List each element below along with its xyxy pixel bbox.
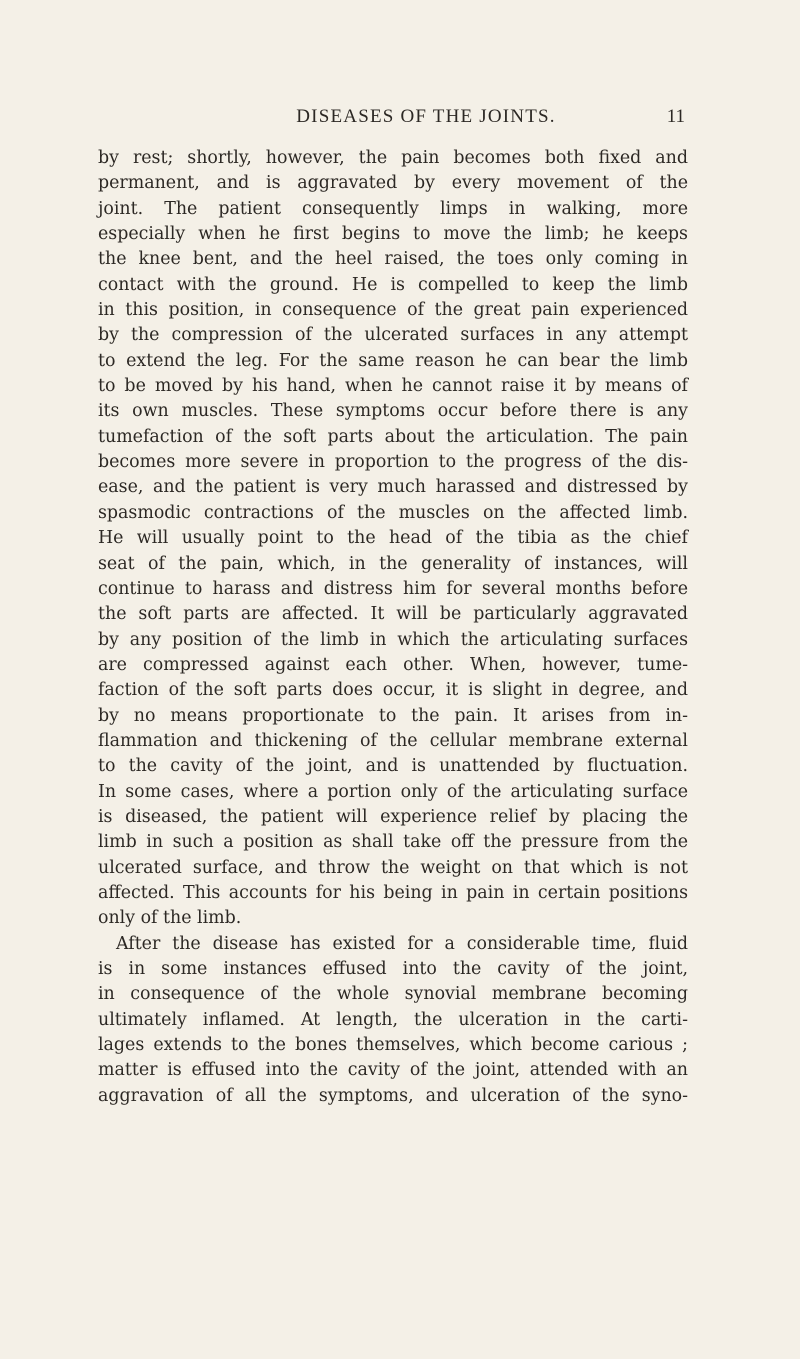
text-line: is diseased, the patient will experience relief by placing the <box>98 806 688 827</box>
text-line: by any position of the limb in which the articulating surfaces <box>98 629 688 650</box>
text-line: by no means proportionate to the pain. It arises from in- <box>98 705 688 726</box>
text-line: in this position, in consequence of the great pain experienced <box>98 300 688 321</box>
text-line: ulcerated surface, and throw the weight on that which is not <box>98 857 688 878</box>
text-line: faction of the soft parts does occur, it is slight in degree, and <box>98 680 688 701</box>
text-line: the knee bent, and the heel raised, the toes only coming in <box>98 249 688 270</box>
text-line: its own muscles. These symptoms occur before there is any <box>98 401 688 422</box>
running-title: DISEASES OF THE JOINTS. <box>296 106 556 127</box>
text-line: affected. This accounts for his being in pain in certain positions <box>98 882 688 903</box>
text-line: continue to harass and distress him for several months before <box>98 578 688 599</box>
text-line: In some cases, where a portion only of the articulating surface <box>98 781 688 802</box>
text-line: After the disease has existed for a considerable time, fluid <box>116 933 688 954</box>
text-line: by rest; shortly, however, the pain becomes both fixed and <box>98 148 688 168</box>
text-line: joint. The patient consequently limps in walking, more <box>98 198 688 219</box>
text-line: only of the limb. <box>98 908 242 929</box>
text-line: especially when he first begins to move the limb; he keeps <box>98 224 688 245</box>
text-line: flammation and thickening of the cellular membrane external <box>98 730 688 751</box>
text-line: permanent, and is aggravated by every movement of the <box>98 173 688 194</box>
text-line: matter is effused into the cavity of the joint, attended with an <box>98 1060 688 1081</box>
text-line: to extend the leg. For the same reason he can bear the limb <box>98 350 688 371</box>
text-line: the soft parts are affected. It will be particularly aggravated <box>98 604 688 625</box>
text-line: ease, and the patient is very much harassed and distressed by <box>98 477 688 498</box>
running-head <box>0 106 800 136</box>
text-line: tumefaction of the soft parts about the articulation. The pain <box>98 426 688 447</box>
text-line: becomes more severe in proportion to the progress of the dis- <box>98 452 688 473</box>
text-line: to the cavity of the joint, and is unattended by fluctuation. <box>98 756 688 777</box>
text-line: aggravation of all the symptoms, and ulceration of the syno- <box>98 1085 688 1106</box>
text-line: lages extends to the bones themselves, which become carious ; <box>98 1035 688 1056</box>
text-line: spasmodic contractions of the muscles on the affected limb. <box>98 502 688 523</box>
text-line: He will usually point to the head of the tibia as the chief <box>98 528 688 549</box>
text-line: limb in such a position as shall take off the pressure from the <box>98 832 688 853</box>
text-line: to be moved by his hand, when he cannot raise it by means of <box>98 376 688 397</box>
page-number: 11 <box>666 106 685 127</box>
text-line: ultimately inflamed. At length, the ulceration in the carti- <box>98 1009 688 1030</box>
text-line: are compressed against each other. When, however, tume- <box>98 654 688 675</box>
text-line: seat of the pain, which, in the generality of instances, will <box>98 553 688 574</box>
text-line: by the compression of the ulcerated surfaces in any attempt <box>98 325 688 346</box>
text-line: in consequence of the whole synovial membrane becoming <box>98 984 688 1005</box>
text-line: is in some instances effused into the cavity of the joint, <box>98 959 688 979</box>
text-line: contact with the ground. He is compelled to keep the limb <box>98 274 688 295</box>
body-text <box>98 146 688 1109</box>
